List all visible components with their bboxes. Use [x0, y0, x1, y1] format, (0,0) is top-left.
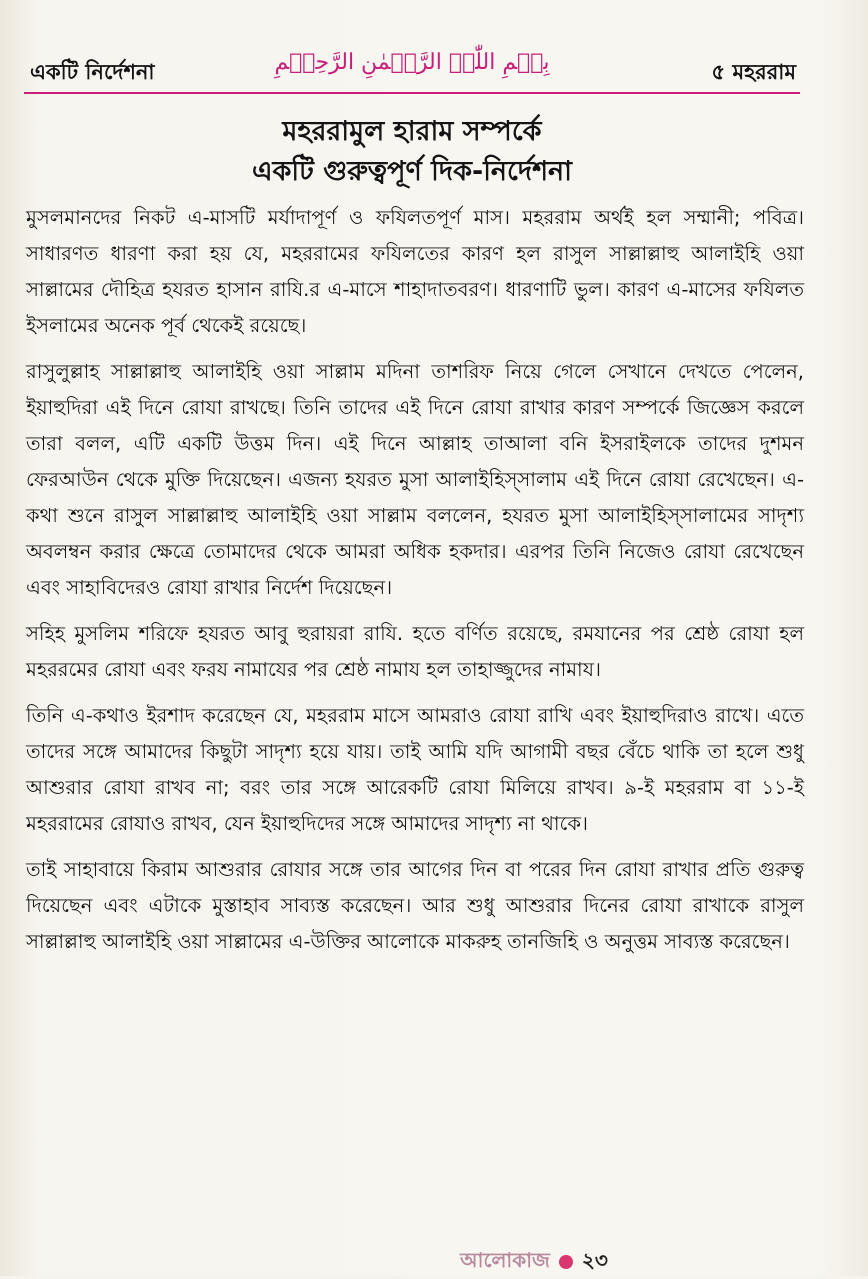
paragraph: তাই সাহাবায়ে কিরাম আশুরার রোযার সঙ্গে তার আগের দিন বা পরের দিন রোযা রাখার প্রতি গুরুত্ব দিয়েছেন এবং এটাকে মুস্তাহাব সাব্যস্ত করেছেন। আর শুধু আশুরার দিনের রোযা রাখাকে রাসুল সাল্লাল্লাহু আলাইহি ওয়া সাল্লামের এ-উক্তির আলোকে মাকরুহ তানজিহি ও অনুত্তম সাব্যস্ত করেছেন।	[26, 858, 804, 953]
paragraph: রাসুলুল্লাহ সাল্লাল্লাহু আলাইহি ওয়া সাল্লাম মদিনা তাশরিফ নিয়ে গেলে সেখানে দেখতে পেলেন, ইয়াহুদিরা এই দিনে রোযা রাখছে। তিনি তাদের এই দিনে রোযা রাখার কারণ সম্পর্কে জিজ্ঞেস করলে তারা বলল, এটি একটি উত্তম দিন। এই দিনে আল্লাহ তাআলা বনি ইসরাইলকে তাদের দুশমন ফেরআউন থেকে মুক্তি দিয়েছেন। এজন্য হযরত মুসা আলাইহিস্সালাম এই দিনে রোযা রেখেছেন। এ-কথা শুনে রাসুল সাল্লাল্লাহু আলাইহি ওয়া সাল্লাম বললেন, হযরত মুসা আলাইহিস্সালামের সাদৃশ্য অবলম্বন করার ক্ষেত্রে তোমাদের থেকে আমরা অধিক হকদার। এরপর তিনি নিজেও রোযা রেখেছেন এবং সাহাবিদেরও রোযা রাখার নির্দেশ দিয়েছেন।	[26, 360, 804, 599]
header-section-title: একটি নির্দেশনা	[30, 60, 155, 84]
paragraph: সহিহ মুসলিম শরিফে হযরত আবু হুরায়রা রাযি. হতে বর্ণিত রয়েছে, রমযানের পর শ্রেষ্ঠ রোযা হল মহররমের রোযা এবং ফরয নামাযের পর শ্রেষ্ঠ নামায হল তাহাজ্জুদের নামায।	[26, 622, 804, 681]
chapter-title-line-1: মহররামুল হারাম সম্পর্কে	[282, 116, 542, 147]
running-header	[24, 48, 800, 94]
footer-ornament-icon	[559, 1255, 573, 1269]
header-bismillah: بِسۡمِ اللّٰہِ الرَّحۡمٰنِ الرَّحِیۡمِ	[274, 50, 550, 75]
header-chapter-label: ৫ মহররাম	[711, 60, 796, 84]
page-number: ২৩	[581, 1248, 608, 1272]
footer-book-title: আলোকাজ	[460, 1248, 550, 1272]
chapter-title-line-2: একটি গুরুত্বপূর্ণ দিক-নির্দেশনা	[252, 156, 572, 187]
paragraph: তিনি এ-কথাও ইরশাদ করেছেন যে, মহররাম মাসে আমরাও রোযা রাখি এবং ইয়াহুদিরাও রাখে। এতে তাদের সঙ্গে আমাদের কিছুটা সাদৃশ্য হয়ে যায়। তাই আমি যদি আগামী বছর বেঁচে থাকি তা হলে শুধু আশুরার রোযা রাখব না; বরং তার সঙ্গে আরেকটি রোযা মিলিয়ে রাখব। ৯-ই মহররাম বা ১১-ই মহররামের রোযাও রাখব, যেন ইয়াহুদিদের সঙ্গে আমাদের সাদৃশ্য না থাকে।	[26, 704, 804, 835]
body-text	[26, 200, 804, 970]
page-footer	[260, 1246, 808, 1279]
paragraph: মুসলমানদের নিকট এ-মাসটি মর্যাদাপূর্ণ ও ফযিলতপূর্ণ মাস। মহররাম অর্থই হল সম্মানী; পবিত্র। সাধারণত ধারণা করা হয় যে, মহররামের ফযিলতের কারণ হল রাসুল সাল্লাল্লাহু আলাইহি ওয়া সাল্লামের দৌহিত্র হযরত হাসান রাযি.র এ-মাসে শাহাদাতবরণ। ধারণাটি ভুল। কারণ এ-মাসের ফযিলত ইসলামের অনেক পূর্ব থেকেই রয়েছে।	[26, 206, 804, 337]
chapter-title	[24, 112, 800, 192]
header-divider	[24, 92, 800, 94]
